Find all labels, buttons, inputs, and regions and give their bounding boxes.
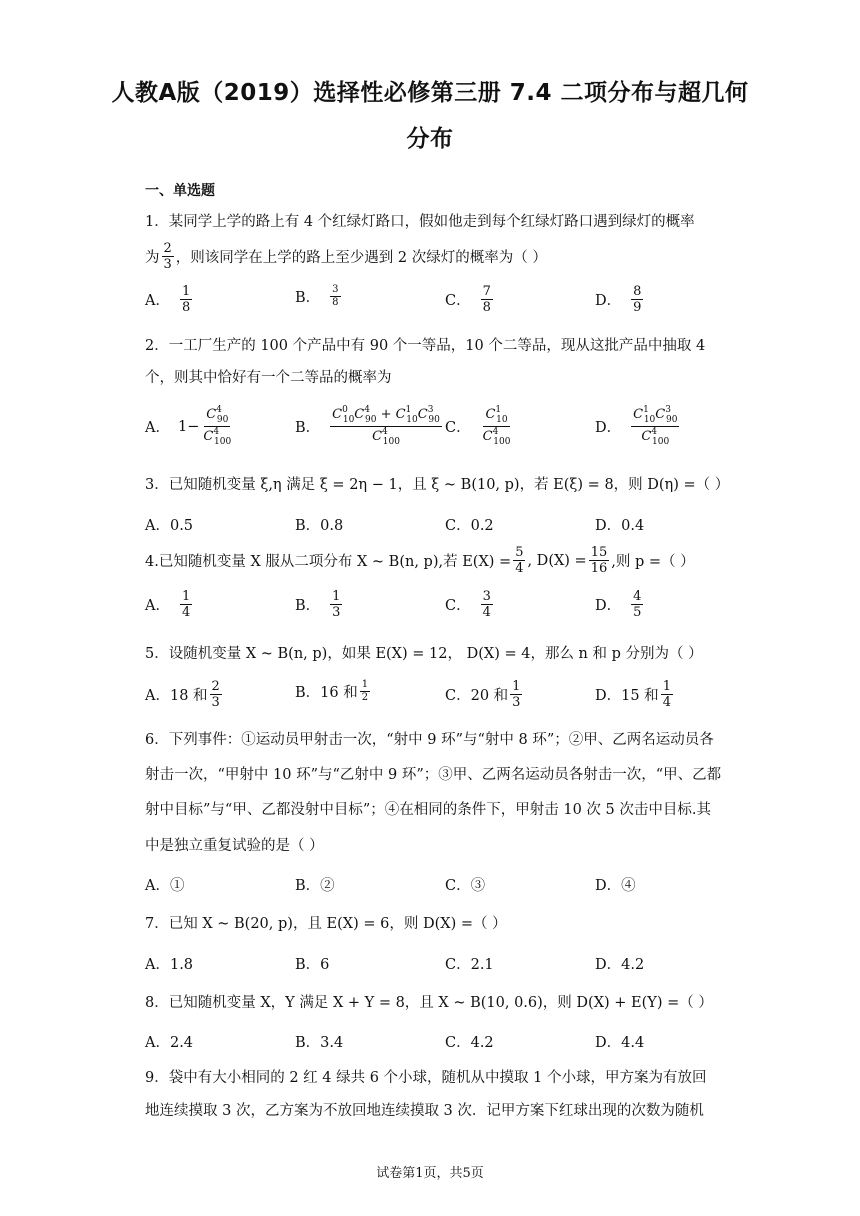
option-label: A．18 和 [145, 688, 208, 704]
frac-num: 1 [332, 589, 341, 604]
option-fraction [180, 285, 192, 314]
option-text: 1− [177, 418, 200, 435]
option-fraction [481, 406, 513, 447]
frac-den: 3 [163, 257, 172, 272]
q5-option-c[interactable] [445, 680, 524, 709]
frac-den: 8 [482, 300, 491, 315]
q2-option-c[interactable] [445, 406, 514, 447]
option-fraction [201, 406, 233, 447]
q4-text-mid: , D(X) = [527, 552, 587, 569]
q1-option-d[interactable] [595, 285, 645, 314]
frac-num: $C^4_{90}$ [206, 405, 229, 425]
frac-den: 5 [633, 605, 642, 620]
q5-option-b[interactable] [295, 680, 372, 703]
section-heading: 一、单选题 [145, 183, 215, 199]
option-label: D． [595, 598, 622, 614]
q3-option-b[interactable]: B．0.8 [295, 518, 344, 534]
option-label: C．20 和 [445, 688, 509, 704]
frac-den: 8 [332, 297, 339, 308]
q6-option-c[interactable]: C．③ [445, 878, 486, 894]
frac-num: 1 [662, 679, 671, 694]
q2-line-1: 2．一工厂生产的 100 个产品中有 90 个一等品，10 个二等品，现从这批产品中抽取 4 [145, 338, 706, 354]
q6-line-3: 射中目标”与“甲、乙都没射中目标”；④在相同的条件下，甲射击 10 次 5 次击中目标.其 [145, 802, 711, 818]
q7-option-d[interactable]: D．4.2 [595, 957, 645, 973]
frac-den: $C^4_{100}$ [641, 427, 670, 447]
option-fraction [180, 590, 192, 619]
option-fraction [510, 680, 522, 709]
q7-stem: 7．已知 X ~ B(20, p)，且 E(X) = 6，则 D(X) =（ ） [145, 916, 507, 932]
frac-den: 3 [332, 605, 341, 620]
frac-num: 1 [361, 679, 369, 690]
q8-stem: 8．已知随机变量 X，Y 满足 X + Y = 8，且 X ~ B(10, 0.6)，则 D(X) + E(Y) =（ ） [145, 995, 713, 1011]
frac-num: 1 [181, 284, 191, 299]
frac-num: 1 [181, 589, 191, 604]
q4-stem [145, 546, 725, 575]
q5-stem: 5．设随机变量 X ~ B(n, p)，如果 E(X) = 12， D(X) = 4，那么 n 和 p 分别为（ ） [145, 646, 703, 662]
option-label: D． [595, 293, 622, 309]
frac-den: 4 [482, 605, 491, 620]
option-label: B． [295, 290, 321, 306]
q9-line-1: 9．袋中有大小相同的 2 红 4 绿共 6 个小球，随机从中摸取 1 个小球，甲方案为有放回 [145, 1070, 707, 1086]
q8-option-c[interactable]: C．4.2 [445, 1035, 494, 1051]
q1-line-1: 1．某同学上学的路上有 4 个红绿灯路口，假如他走到每个红绿灯路口遇到绿灯的概率 [145, 214, 695, 230]
q4-option-b[interactable] [295, 590, 344, 619]
q5-option-a[interactable] [145, 680, 224, 709]
option-label: B． [295, 420, 321, 436]
q6-option-b[interactable]: B．② [295, 878, 335, 894]
q2-option-d[interactable] [595, 406, 681, 447]
q8-option-b[interactable]: B．3.4 [295, 1035, 344, 1051]
frac-den: 3 [211, 695, 220, 710]
q5-option-d[interactable] [595, 680, 675, 709]
q4-d-fraction [589, 546, 610, 575]
frac-num: $C^0_{10}C^4_{90} + C^1_{10}C^3_{90}$ [332, 405, 440, 425]
q4-option-d[interactable] [595, 590, 645, 619]
page-title-line-2: 分布 [406, 126, 454, 152]
q6-line-4: 中是独立重复试验的是（ ） [145, 838, 324, 854]
q1-option-a[interactable] [145, 285, 194, 314]
q7-option-a[interactable]: A．1.8 [145, 957, 194, 973]
q2-line-2: 个，则其中恰好有一个二等品的概率为 [145, 370, 392, 386]
frac-den: 8 [181, 300, 191, 315]
q1-line-2 [145, 242, 725, 271]
option-fraction [330, 590, 342, 619]
frac-den: $C^4_{100}$ [482, 427, 511, 447]
q6-line-2: 射击一次，“甲射中 10 环”与“乙射中 9 环”；③甲、乙两名运动员各射击一次，“甲、乙都 [145, 767, 722, 783]
q6-line-1: 6．下列事件：①运动员甲射击一次，“射中 9 环”与“射中 8 环”；②甲、乙两名运动员各 [145, 732, 714, 748]
frac-num: 2 [163, 241, 172, 256]
option-fraction [661, 680, 673, 709]
option-fraction [631, 590, 643, 619]
frac-den: 2 [361, 692, 369, 703]
option-label: B． [295, 598, 321, 614]
option-label: A． [145, 598, 170, 614]
frac-den: $C^4_{100}$ [372, 427, 400, 447]
q8-option-a[interactable]: A．2.4 [145, 1035, 194, 1051]
q4-option-c[interactable] [445, 590, 495, 619]
page-title-line-1: 人教A版（2019）选择性必修第三册 7.4 二项分布与超几何 [111, 80, 749, 106]
q4-option-a[interactable] [145, 590, 194, 619]
option-label: C． [445, 598, 471, 614]
frac-num: $C^1_{10}$ [485, 405, 508, 425]
option-fraction [631, 406, 679, 447]
option-label: D．15 和 [595, 688, 659, 704]
frac-den: 4 [662, 695, 671, 710]
option-label: B．16 和 [295, 685, 358, 701]
frac-den: 4 [515, 561, 524, 576]
frac-num: 5 [515, 545, 524, 560]
frac-num: 3 [482, 589, 491, 604]
frac-den: 4 [181, 605, 191, 620]
q7-option-c[interactable]: C．2.1 [445, 957, 494, 973]
q7-option-b[interactable]: B．6 [295, 957, 330, 973]
frac-num: 15 [590, 545, 608, 560]
q9-line-2: 地连续摸取 3 次，乙方案为不放回地连续摸取 3 次．记甲方案下红球出现的次数为随机 [145, 1103, 704, 1119]
option-fraction [330, 406, 442, 447]
frac-num: 2 [211, 679, 220, 694]
option-fraction [481, 590, 493, 619]
option-fraction [360, 680, 370, 703]
q6-option-d[interactable]: D．④ [595, 878, 636, 894]
q1-option-b[interactable] [295, 285, 343, 308]
frac-num: 7 [482, 284, 491, 299]
frac-den: $C^4_{100}$ [203, 427, 232, 447]
frac-num: 1 [512, 679, 521, 694]
q3-option-c[interactable]: C．0.2 [445, 518, 494, 534]
page-footer: 试卷第1页，共5页 [376, 1166, 484, 1181]
option-fraction [330, 285, 340, 308]
frac-num: 8 [633, 284, 642, 299]
option-label: C． [445, 420, 471, 436]
q1-text-post: ，则该同学在上学的路上至少遇到 2 次绿灯的概率为（ ） [175, 250, 547, 266]
q4-e-fraction [513, 546, 525, 575]
option-fraction [631, 285, 643, 314]
q4-text-post: ,则 p =（ ） [611, 554, 695, 570]
option-label: D． [595, 420, 622, 436]
q3-stem: 3．已知随机变量 ξ,η 满足 ξ = 2η − 1，且 ξ ~ B(10, p)，若 E(ξ) = 8，则 D(η) =（ ） [145, 477, 730, 493]
q4-text-pre: 4.已知随机变量 X 服从二项分布 X ~ B(n, p),若 E(X) = [145, 554, 512, 570]
q8-option-d[interactable]: D．4.4 [595, 1035, 645, 1051]
frac-den: 9 [633, 300, 642, 315]
frac-den: 16 [590, 561, 608, 576]
frac-den: 3 [512, 695, 521, 710]
frac-num: $C^1_{10}C^3_{90}$ [633, 405, 678, 425]
option-label: A． [145, 293, 170, 309]
q2-option-b[interactable] [295, 406, 444, 447]
option-fraction [481, 285, 493, 314]
q3-option-d[interactable]: D．0.4 [595, 518, 645, 534]
frac-num: 4 [633, 589, 642, 604]
q1-fraction [162, 242, 174, 271]
q6-option-a[interactable]: A．① [145, 878, 185, 894]
frac-num: 3 [332, 284, 339, 295]
option-fraction [210, 680, 222, 709]
option-label: A． [145, 420, 170, 436]
q1-text: 为 [145, 250, 160, 266]
q1-option-c[interactable] [445, 285, 495, 314]
q3-option-a[interactable]: A．0.5 [145, 518, 194, 534]
q2-option-a[interactable] [145, 406, 235, 447]
option-label: C． [445, 293, 471, 309]
